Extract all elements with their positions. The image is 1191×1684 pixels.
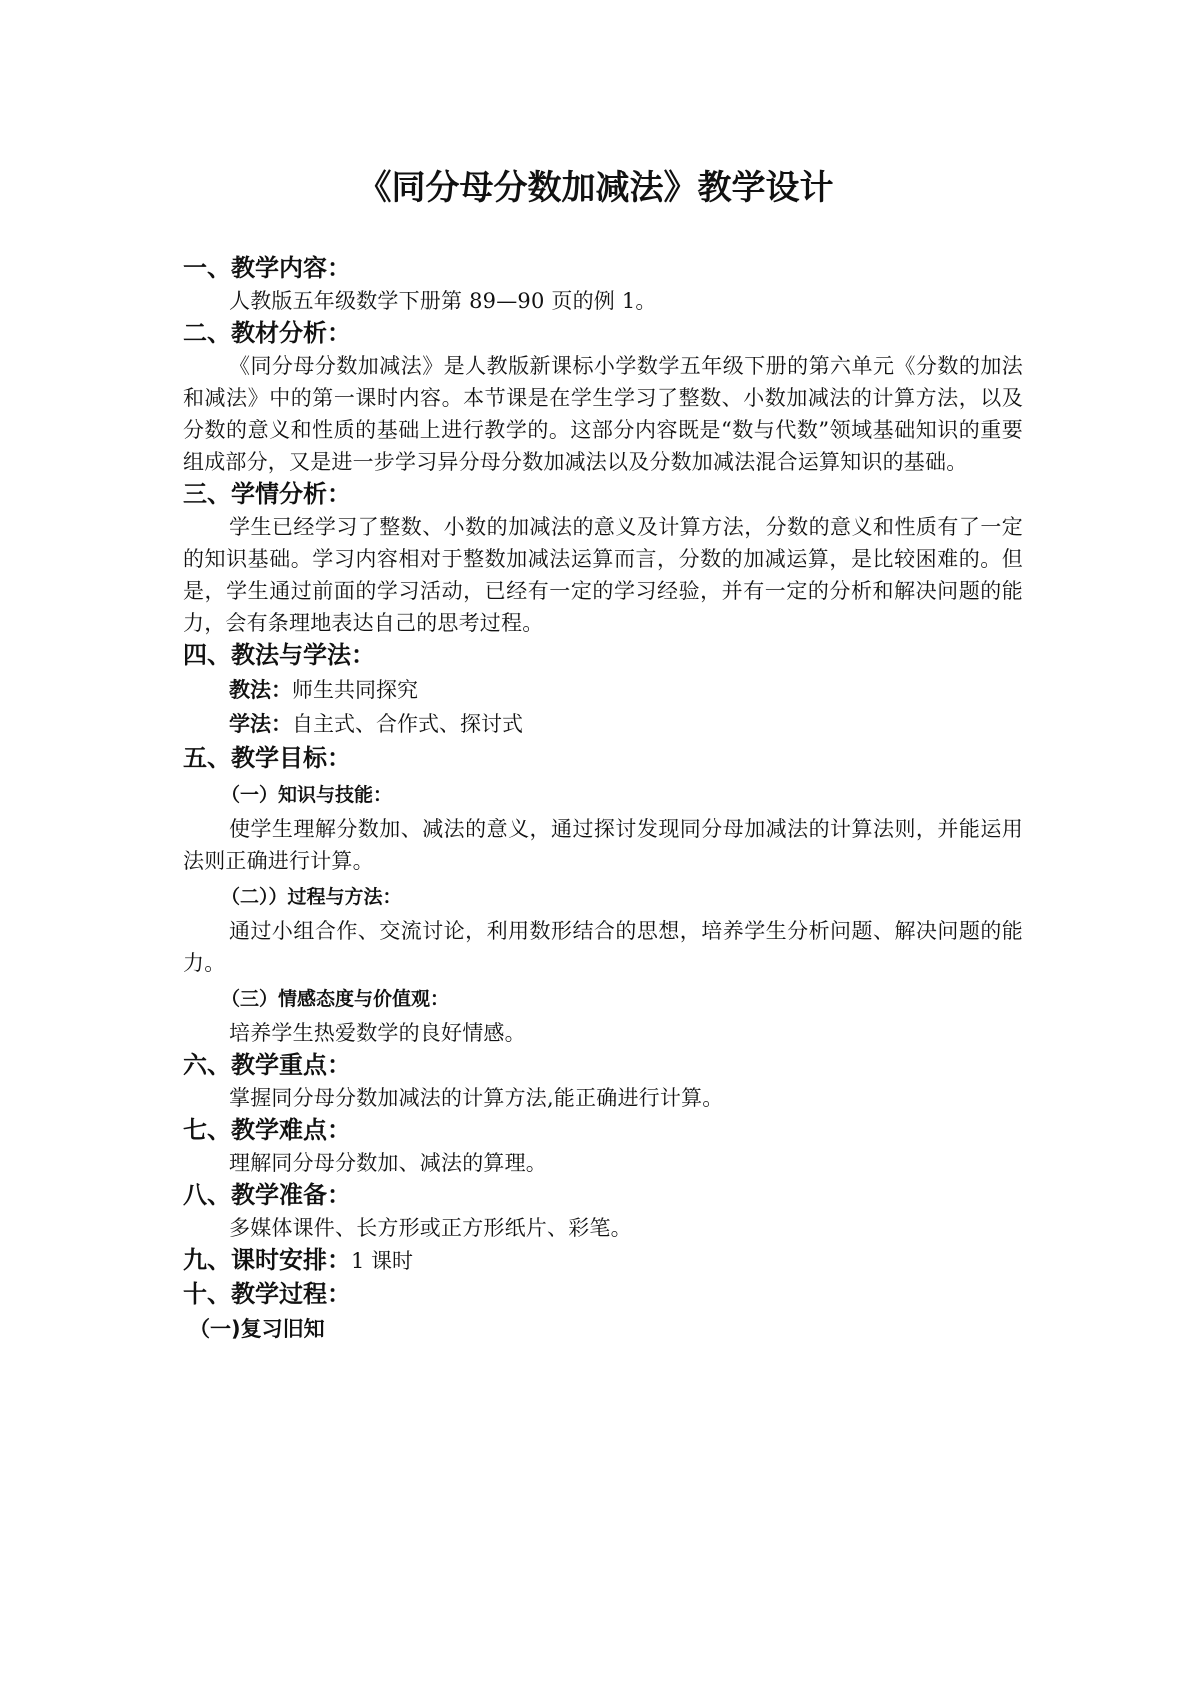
document-body bbox=[183, 252, 1023, 1345]
section-heading-objectives: 五、教学目标： bbox=[183, 744, 351, 772]
section-text-key-points: 掌握同分母分数加减法的计算方法,能正确进行计算。 bbox=[229, 1086, 724, 1110]
schedule-value: 1 课时 bbox=[351, 1249, 414, 1273]
section-heading-process: 十、教学过程： bbox=[183, 1280, 351, 1308]
teaching-method-text: 师生共同探究 bbox=[292, 678, 418, 702]
section-heading-difficulties: 七、教学难点： bbox=[183, 1116, 351, 1144]
objective-heading-attitude: （三）情感态度与价值观： bbox=[221, 988, 450, 1010]
objective-text-knowledge: 使学生理解分数加、减法的意义，通过探讨发现同分母加减法的计算法则，并能运用法则正确进行计算。 bbox=[183, 817, 1023, 873]
schedule-label: 九、课时安排： bbox=[183, 1246, 351, 1274]
objective-text-process: 通过小组合作、交流讨论，利用数形结合的思想，培养学生分析问题、解决问题的能力。 bbox=[183, 919, 1023, 975]
objective-heading-knowledge: （一）知识与技能： bbox=[221, 784, 393, 806]
section-heading-preparation: 八、教学准备： bbox=[183, 1181, 351, 1209]
teaching-method-label: 教法： bbox=[229, 678, 292, 702]
section-heading-methods: 四、教法与学法： bbox=[183, 641, 375, 669]
process-subheading-review: （一)复习旧知 bbox=[189, 1317, 325, 1341]
section-text-student-analysis: 学生已经学习了整数、小数的加减法的意义及计算方法，分数的意义和性质有了一定的知识基础。学习内容相对于整数加减法运算而言，分数的加减运算，是比较困难的。但是，学生通过前面的学习活动，已经有一定的学习经验，并有一定的分析和解决问题的能力，会有条理地表达自己的思考过程。 bbox=[183, 515, 1023, 635]
teaching-method-line bbox=[229, 674, 1023, 706]
section-text-preparation: 多媒体课件、长方形或正方形纸片、彩笔。 bbox=[229, 1216, 632, 1240]
section-text-content: 人教版五年级数学下册第 89—90 页的例 1。 bbox=[229, 289, 657, 313]
section-text-difficulties: 理解同分母分数加、减法的算理。 bbox=[229, 1151, 547, 1175]
learning-method-text: 自主式、合作式、探讨式 bbox=[292, 712, 523, 736]
section-heading-material-analysis: 二、教材分析： bbox=[183, 319, 351, 347]
learning-method-label: 学法： bbox=[229, 712, 292, 736]
document-title: 《同分母分数加减法》教学设计 bbox=[357, 168, 834, 208]
section-heading-key-points: 六、教学重点： bbox=[183, 1051, 351, 1079]
objective-heading-process: （二））过程与方法： bbox=[221, 886, 402, 908]
section-text-material-analysis: 《同分母分数加减法》是人教版新课标小学数学五年级下册的第六单元《分数的加法和减法》中的第一课时内容。本节课是在学生学习了整数、小数加减法的计算方法，以及分数的意义和性质的基础上进行教学的。这部分内容既是“数与代数”领域基础知识的重要组成部分，又是进一步学习异分母分数加减法以及分数加减法混合运算知识的基础。 bbox=[183, 354, 1023, 474]
section-heading-student-analysis: 三、学情分析： bbox=[183, 480, 351, 508]
section-heading-content: 一、教学内容： bbox=[183, 254, 351, 282]
objective-text-attitude: 培养学生热爱数学的良好情感。 bbox=[229, 1021, 526, 1045]
section-heading-schedule bbox=[183, 1244, 1023, 1278]
learning-method-line bbox=[229, 708, 1023, 740]
